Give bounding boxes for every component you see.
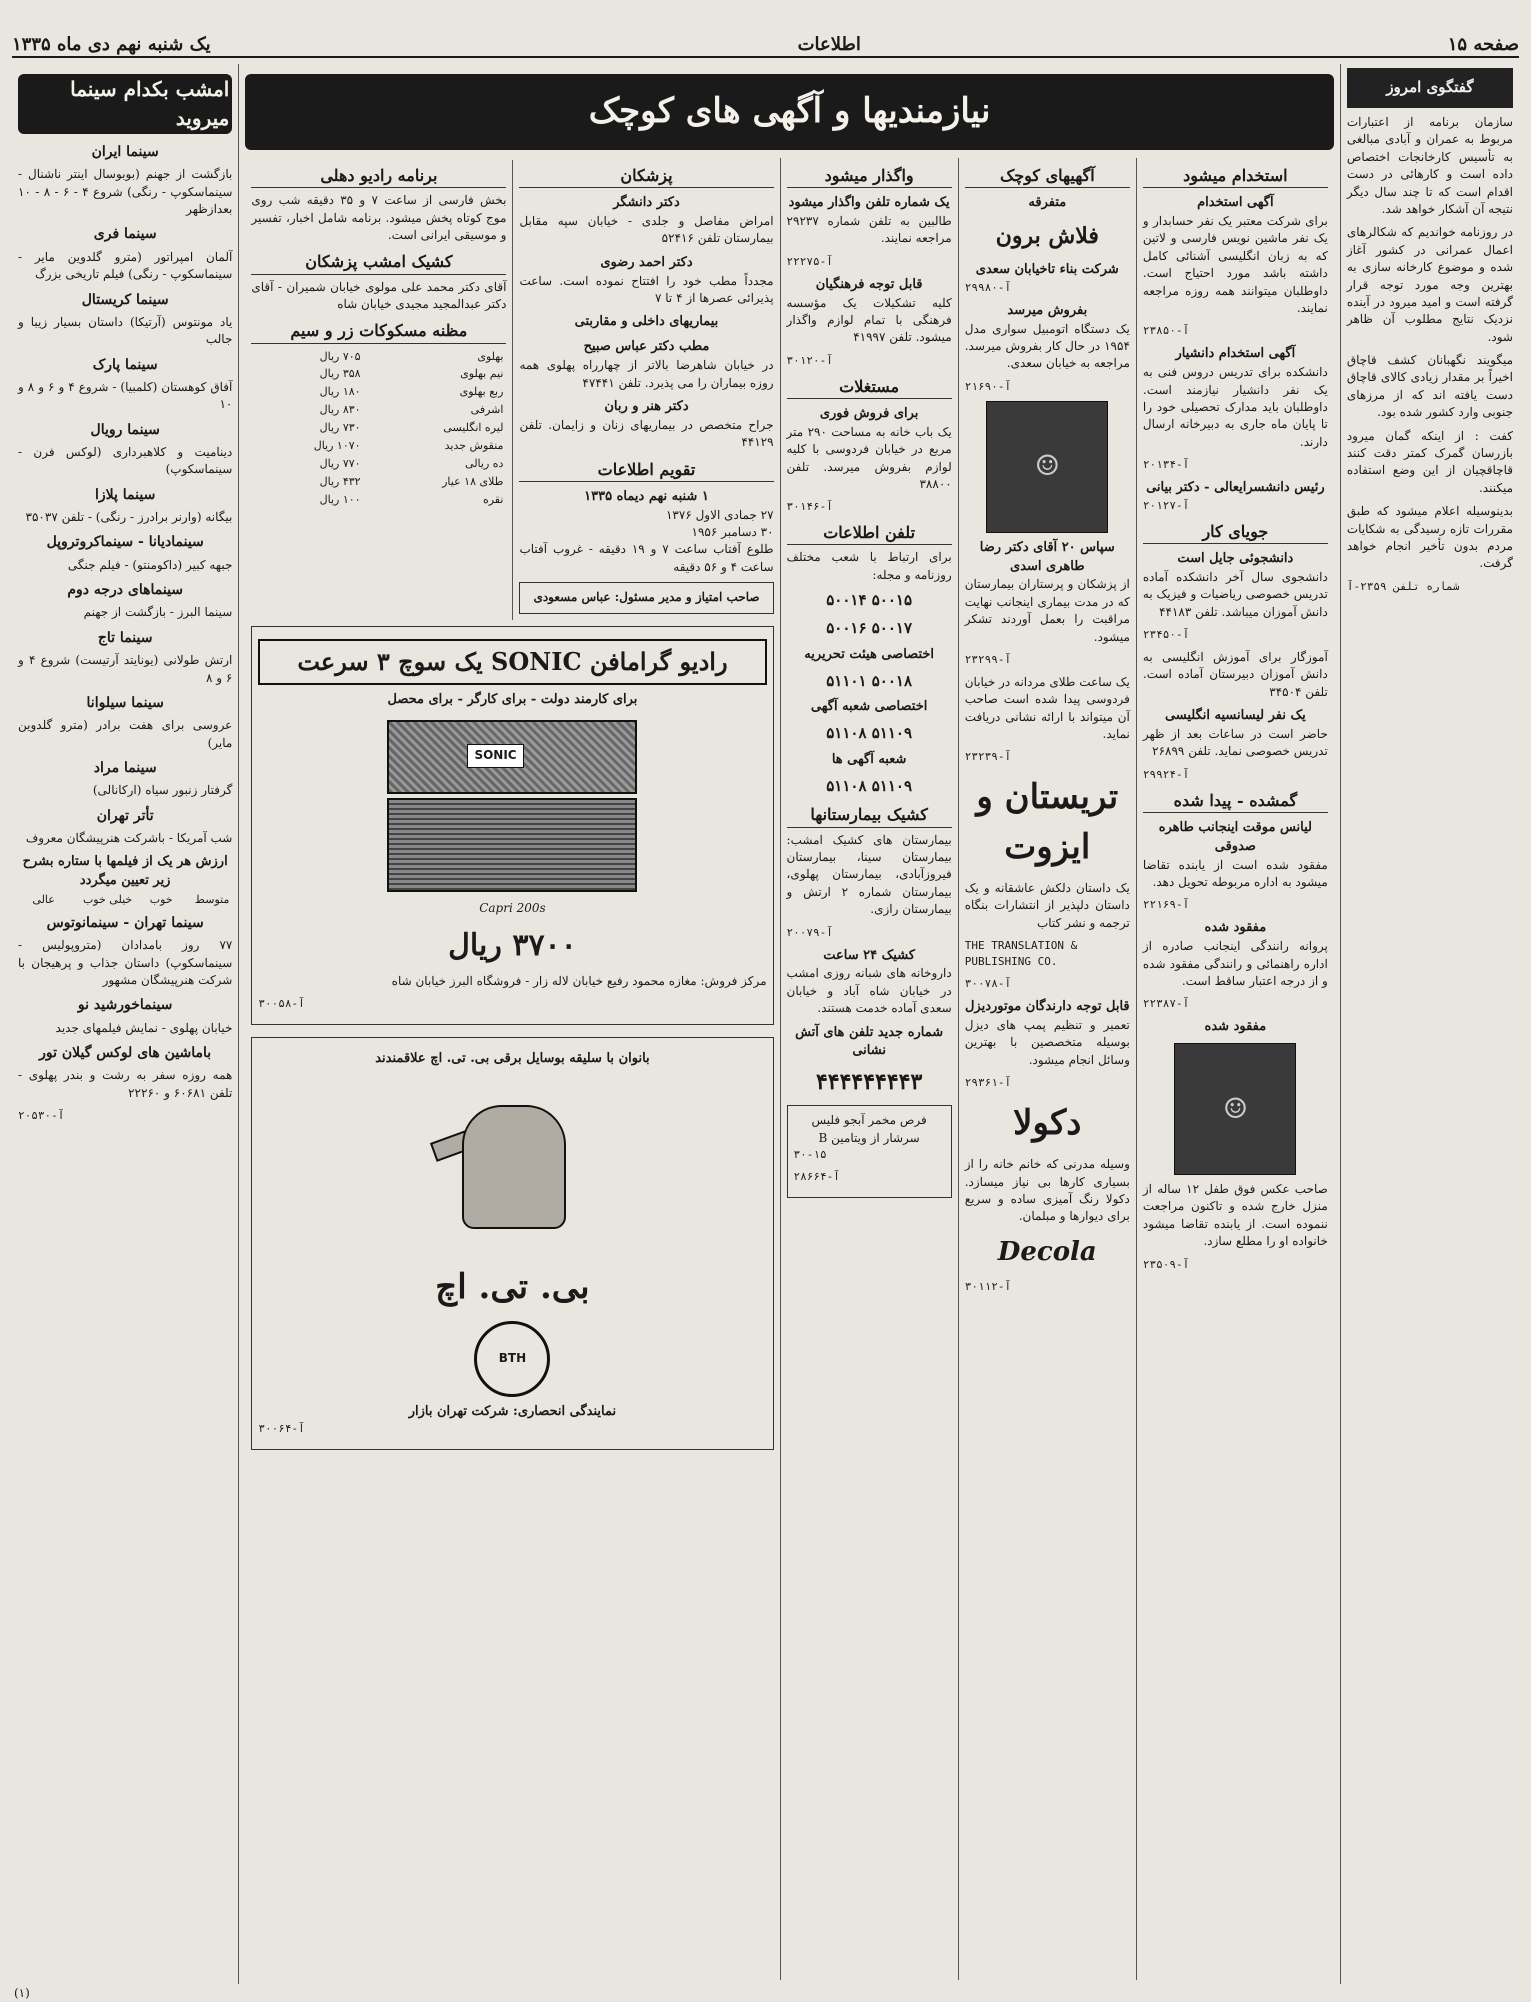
doctor-name: دکتر احمد رضوی (600, 254, 693, 270)
lost-ref: آ-۲۲۱۶۹ (1142, 898, 1190, 912)
editorial-ref: شماره تلفن ۲۳۵۹-آ (1346, 579, 1460, 593)
watch-ref: آ-۲۳۲۳۹ (964, 750, 1012, 764)
phone-heading: تلفن اطلاعات (787, 521, 952, 545)
misc-heading: متفرقه (1028, 195, 1067, 211)
novin-text: ۷۷ روز بامدادان (متروپولیس - سینماسکوپ) داستان جذاب و پرهیجان با شرکت هنرپیشگان مشهور (18, 938, 233, 988)
sonic-tagline: برای کارمند دولت - برای کارگر - برای محصل (387, 692, 638, 708)
doctor-name: دکتر هنر و ربان (604, 398, 689, 414)
exchange-item: منقوش جدید (444, 439, 504, 453)
pharmacy-text: فرص مخمر آبجو فلیس سرشار از ویتامین B (811, 1113, 927, 1145)
seeking-ref: آ-۲۳۴۵۰ (1142, 628, 1190, 642)
cinema-name: سینما فری (93, 226, 157, 243)
decola-text: وسیله مدرنی که خانم خانه را از بسیاری کارها بی نیاز میسازد. دکولا رنگ آمیزی ساده و سریع برای دیوارها و مبلمان. (964, 1157, 1130, 1224)
publisher: صاحب امتیاز و مدیر مسئول: عباس مسعودی (519, 582, 773, 613)
lost-ref: آ-۲۲۳۸۷ (1142, 997, 1190, 1011)
kettle-brand: بی. تی. اچ (435, 1267, 590, 1308)
seeking-heading: جویای کار (1143, 520, 1328, 544)
cinema-name: سینما کریستال (81, 291, 169, 308)
radio-text: بخش فارسی از ساعت ۷ و ۳۵ دقیقه شب روی موج کوتاه پخش میشود. برنامه شامل اخبار، تفسیر و موسیقی ایرانی است. (251, 193, 507, 242)
phone-numbers: ۵۰۰۱۶ ۵۰۰۱۷ (826, 618, 913, 637)
table-row (251, 365, 506, 383)
seeking-title: دانشجوئی جایل است (1177, 551, 1294, 567)
motor-text: تعمیر و تنظیم پمپ های دیزل بوسیله متخصصین با بهترین وسائل انجام میشود. (964, 1017, 1130, 1067)
cinema-text: دینامیت و کلاهبرداری (لوکس فرن - سینماسکوپ) (18, 445, 233, 477)
motor-title: قابل توجه دارندگان موتوردیزل (964, 998, 1130, 1014)
table-row (251, 455, 506, 473)
man-photo-icon: ☺ (986, 401, 1108, 533)
transfer-text: طالبین به تلفن شماره ۲۹۲۳۷ مراجعه نمایند. (786, 214, 952, 246)
employment-ad-title: آگهی استخدام دانشیار (1175, 346, 1296, 362)
newnumber-heading: شماره جدید تلفن های آتش نشانی (795, 1024, 944, 1059)
transfer-ref: آ-۳۰۱۲۰ (786, 353, 833, 367)
cinema-text: شب آمریکا - باشرکت هنرپیشگان معروف (25, 830, 233, 845)
kettle-ref: آ-۳۰۰۶۴ (258, 1422, 305, 1436)
employment-ad-text: دانشکده برای تدریس دروس فنی به یک نفر دانشیار نیازمند است. داوطلبان باید مدارک تحصیلی خود را تا پایان ماه جاری به دبیرخانه ارسال دارند. (1142, 365, 1328, 449)
cinema-text: بازگشت از جهنم (بوبوسال اینتر ناشنال - سینماسکوپ - رنگی) شروع ۴ - ۶ - ۸ - ۱۰ بعدازظهر (18, 167, 233, 217)
paper-name: اطلاعات (797, 33, 861, 55)
page-number: (۱) (14, 1986, 30, 2000)
kettle-note: نمایندگی انحصاری: شرکت تهران بازار (408, 1403, 617, 1419)
ads2-heading: شعبه آگهی ها (831, 751, 907, 767)
table-row (18, 891, 232, 909)
thanks-text: از پزشکان و پرستاران بیمارستان که در مدت بیماری اینجانب نهایت مراقبت را بعمل آوردند تشکر میشود. (964, 577, 1130, 644)
radio-heading: برنامه رادیو دهلی (251, 164, 506, 188)
exchange-price: ۱۰۷۰ ریال (313, 439, 361, 453)
exchange-heading: مظنه مسکوکات زر و سیم (251, 319, 506, 343)
calendar-c2: ۳۰ دسامبر ۱۹۵۶ (691, 524, 774, 539)
employment-column (1136, 158, 1334, 1980)
employment-heading: استخدام میشود (1143, 164, 1328, 188)
editorial-paragraph: سازمان برنامه از اعتبارات مربوط به عمران و آبادی مبالغی به تأسیس کارخانجات اختصاص داده است و کارهائی در دست اقدام است که تا چند سال دیگر نتیجه آن آشکار خواهد شد. (1346, 115, 1513, 216)
cinema-name: سینما پارک (92, 356, 158, 373)
cinema-text: عروسی برای هفت برادر (مترو گلدوین مایر) (18, 718, 233, 750)
exchange-price: ۱۸۰ ریال (319, 385, 361, 399)
cinema-text: گرفتار زنبور سیاه (ارکانالی) (92, 783, 233, 798)
sonic-ad (251, 626, 773, 1026)
pharm-text: آقای دکتر محمد علی مولوی خیابان شمیران - آقای دکتر عبدالمجید مجیدی خیابان شاه (251, 279, 507, 311)
transfer-title: یک شماره تلفن واگذار میشود (788, 195, 950, 211)
lost-text: مفقود شده است از یابنده تقاضا میشود به اداره مربوطه تحویل دهد. (1142, 857, 1328, 889)
page-header (12, 32, 1519, 58)
kettle-icon (432, 1075, 592, 1255)
doctors-radio-area (245, 158, 779, 1980)
employment-ad-ref: آ-۲۰۱۲۷ (1142, 498, 1190, 512)
seeking-text: دانشجوی سال آخر دانشکده آماده تدریس خصوصی ریاضیات و فیزیک به دانش آموزان میباشد. تلفن ۴۴۱۸۳ (1142, 569, 1328, 619)
cinema-text: ارتش طولانی (یونایتد آرتیست) شروع ۴ و ۶ و ۸ (18, 653, 233, 685)
tenants-heading: مستغلات (787, 375, 952, 399)
cinema-name: تأتر تهران (96, 807, 154, 824)
transfer-text: یک باب خانه به مساحت ۲۹۰ متر مربع در خیابان فردوسی با کلیه لوازم بفروش میرسد. تلفن ۳۸۸۰۰ (786, 424, 952, 491)
small-ads-column (958, 158, 1136, 1980)
ads2-numbers: ۵۱۱۰۸ ۵۱۱۰۹ (826, 776, 913, 795)
employment-ad-ref: آ-۲۳۸۵۰ (1142, 324, 1190, 338)
phone-numbers: ۵۰۰۱۴ ۵۰۰۱۵ (826, 591, 913, 610)
exchange-item: ربع بهلوی (459, 385, 504, 399)
cinema-name: سینمادیانا - سینماکروتروپل (46, 534, 204, 551)
cinema-text: آفاق کوهستان (کلمبیا) - شروع ۴ و ۶ و ۸ و ۱۰ (18, 379, 233, 412)
book-ref: آ-۳۰۰۷۸ (964, 976, 1012, 990)
rating-label: خیلی خوب (82, 893, 133, 907)
cinema-name: سینما ایران (91, 144, 159, 160)
exchange-price: ۷۰۵ ریال (319, 349, 361, 363)
seeking-ref: آ-۲۹۹۲۴ (1142, 767, 1190, 781)
exchange-price: ۸۳۰ ریال (319, 403, 361, 417)
doctors-column (512, 160, 773, 620)
office-text: در خیابان شاهرضا بالاتر از چهارراه پهلوی همه روزه بیماران را می پذیرد. تلفن ۴۷۴۴۱ (519, 358, 774, 390)
table-row (251, 491, 506, 509)
calendar-c1: ۲۷ جمادی الاول ۱۳۷۶ (665, 507, 774, 522)
editorial-paragraph: در روزنامه خواندیم که شکالرهای اعمال عمرانی در کشور آغاز شده و موضوع کارخانه سازی به بهترین وجه مورد توجه قرار گرفته است و امید میرود در آینده نزدیک نتایج مطلوب آن ظاهر شود. (1346, 225, 1513, 344)
flash-ref: آ-۲۹۹۸۰ (964, 280, 1012, 294)
lost-title: مفقود شده (1204, 920, 1267, 936)
sonic-model: Capri 200s (479, 901, 546, 916)
lost-title: مفقود شده (1204, 1019, 1267, 1035)
lost-ref: آ-۲۳۵۰۹ (1142, 1257, 1190, 1271)
sonic-ref: آ-۳۰۰۵۸ (258, 997, 305, 1011)
exchange-item: بهلوی (477, 349, 504, 363)
bth-badge: BTH (474, 1321, 550, 1397)
kettle-caption: بانوان با سلیقه بوسایل برقی بی. تی. اچ علاقمندند (375, 1051, 650, 1067)
cinema-name: سینماهای درجه دوم (67, 582, 184, 599)
seeking-text: آموزگار برای آموزش انگلیسی به دانش آموزان دبیرستان آماده است. تلفن ۳۴۵۰۴ (1142, 649, 1328, 699)
novin-heading: سینما تهران - سینمانوتوس (46, 915, 204, 931)
cinema-text: آلمان امپراتور (مترو گلدوین مایر - سینماسکوپ - رنگی) فیلم تاریخی بزرگ (18, 249, 233, 282)
lost-text: صاحب عکس فوق طفل ۱۲ ساله از منزل خارج شده و تاکنون مراجعت ننموده است. از یابنده تقاضا میشود خانواده او را مطلع سازد. (1142, 1182, 1328, 1249)
seeking-title: یک نفر لیسانسیه انگلیسی (1164, 708, 1306, 724)
sonic-price: ۳۷۰۰ ریال (448, 927, 577, 963)
rating-label: متوسط (194, 893, 230, 907)
exchange-item: ده ریالی (465, 457, 504, 471)
doctor-specialty: بیماریهای داخلی و مقاربتی (574, 314, 719, 330)
decola-latin: Decola (997, 1236, 1097, 1267)
doctor-name: دکتر دانشگر (613, 195, 680, 211)
mehr-heading: سینماخورشید نو (77, 997, 173, 1014)
pharmacy-ref: آ-۲۸۶۶۴ (793, 1169, 840, 1183)
child-photo-icon: ☺ (1174, 1043, 1296, 1175)
cinema-text: یاد مونتوس (آرتیکا) داستان بسیار زیبا و جالب (18, 314, 233, 347)
transfer-heading: واگذار میشود (787, 164, 952, 188)
editorial-paragraph: میگویند نگهبانان کشف قاچاق اخیراً بر مقدار زیادی کالای قاچاق دست یافته اند که از مرزهای جنوبی وارد کشور شده بود. (1346, 353, 1513, 420)
sale-text: یک دستگاه اتومبیل سواری مدل ۱۹۵۴ در حال کار بفروش میرسد. مراجعه به خیابان سعدی. (964, 321, 1130, 371)
issue-date: یک شنبه نهم دی ماه ۱۳۳۵ (12, 33, 211, 55)
newnumber: ۴۴۴۴۴۴۴۴۳ (815, 1069, 923, 1096)
thanks-ref: آ-۲۳۲۹۹ (964, 652, 1012, 666)
book-title: تریستان و ایزوت (976, 777, 1119, 867)
exchange-price: ۱۰۰ ریال (319, 493, 361, 507)
sonic-note: مرکز فروش: مغازه محمود رفیع خیابان لاله زار - فروشگاه البرز خیابان شاه (391, 974, 767, 989)
hospitals-ref: آ-۲۰۰۷۹ (786, 925, 833, 939)
rating-label: خوب (149, 893, 173, 907)
lost-text: پروانه رانندگی اینجانب صادره از اداره راهنمائی و رانندگی مفقود شده و از درجه اعتبار ساقط است. (1142, 939, 1328, 988)
cinema-name: سینما تاج (97, 629, 153, 646)
table-row (251, 473, 506, 491)
ads-numbers: ۵۱۱۰۸ ۵۱۱۰۹ (826, 724, 913, 743)
sonic-brand: SONIC (467, 744, 523, 767)
classifieds-area (238, 64, 1339, 1984)
tour-ref: آ-۲۰۵۳۰ (18, 1109, 65, 1123)
flash-title: فلاش برون (995, 223, 1099, 250)
cinema-name: سینما پلازا (95, 486, 156, 503)
exchange-price: ۳۵۸ ریال (319, 367, 361, 381)
employment-ad-title: رئیس دانشسرایعالی - دکتر بیانی (1146, 480, 1325, 496)
exchange-price: ۴۳۲ ریال (319, 475, 361, 489)
cinema-name: سینما سیلوانا (86, 694, 164, 711)
transfer-ref: آ-۲۲۲۷۵ (786, 254, 833, 268)
mehr-text: خیابان پهلوی - نمایش فیلمهای جدید (55, 1020, 233, 1035)
office-heading: مطب دکتر عباس صبیح (583, 339, 710, 355)
pharm-heading: کشیک امشب پزشکان (251, 250, 506, 274)
table-row (251, 401, 506, 419)
classifieds-row (245, 158, 1333, 1980)
editorial-logo: گفتگوی امروز (1347, 68, 1513, 108)
transfer-title: قابل توجه فرهنگیان (815, 276, 923, 292)
sale-ref: آ-۲۱۶۹۰ (964, 379, 1012, 393)
pharmacy-ad (787, 1105, 952, 1198)
pharmacy-number: ۳۰-۱۵ (793, 1147, 827, 1161)
seeking-text: حاضر است در ساعات بعد از ظهر تدریس خصوصی نماید. تلفن ۲۶۸۹۹ (1142, 726, 1328, 759)
exchange-price: ۷۳۰ ریال (319, 421, 361, 435)
shift-heading: کشیک ۲۴ ساعت (823, 947, 915, 963)
sonic-title: رادیو گرامافن SONIC یک سوچ ۳ سرعت (258, 639, 766, 686)
cinema-name: سینما مراد (93, 760, 157, 776)
cinema-text: سینما البرز - بازگشت از جهنم (83, 605, 233, 620)
book-english: THE TRANSLATION & PUBLISHING CO. (964, 939, 1078, 969)
employment-ad-title: آگهی استخدام (1197, 195, 1274, 211)
flash-company: شرکت بناء تاخیابان سعدی (975, 261, 1119, 277)
ads-heading: اختصاصی شعبه آگهی (810, 699, 928, 715)
editor-numbers: ۵۱۱۰۱ ۵۰۰۱۸ (826, 671, 913, 690)
transfer-ref: آ-۳۰۱۴۶ (786, 500, 833, 514)
calendar-date: ۱ شنبه نهم دیماه ۱۳۳۵ (584, 488, 709, 504)
editorial-paragraph: بدینوسیله اعلام میشود که طبق مقررات تازه رسیدگی به شکایات مردم بدون تأخیر انجام خواهد گرفت. (1346, 504, 1513, 571)
watch-text: یک ساعت طلای مردانه در خیابان فردوسی پیدا شده است صاحب آن میتواند با ارائه نشانی دریافت نماید. (964, 674, 1130, 742)
employment-ad-text: برای شرکت معتبر یک نفر حسابدار و یک نفر ماشین نویس فارسی و لاتین که به زبان انگلیسی آشنائی کامل داشته باشد مورد احتیاج است. داوطلبان میتوانند همه روزه مراجعه نمایند. (1142, 214, 1328, 315)
exchange-item: اشرفی (470, 403, 504, 417)
radio-column (251, 160, 512, 620)
kettle-ad (251, 1037, 773, 1450)
tour-text: همه روزه سفر به رشت و بندر پهلوی - تلفن ۶۰۶۸۱ و ۲۲۲۶۰ (18, 1068, 233, 1100)
transfer-column (780, 158, 958, 1980)
table-row (251, 348, 506, 366)
sale-title: بفروش میرسد (1007, 302, 1088, 318)
table-row (251, 383, 506, 401)
transfer-text: کلیه تشکیلات یک مؤسسه فرهنگی با تمام لوازم واگذار میشود. تلفن ۴۱۹۹۷ (786, 295, 952, 345)
hospitals-heading: کشیک بیمارستانها (787, 803, 952, 827)
table-row (251, 419, 506, 437)
phone-text: برای ارتباط با شعب مختلف روزنامه و مجله: (786, 550, 952, 582)
cinema-name: سینما رویال (90, 421, 160, 438)
exchange-item: نیم بهلوی (460, 367, 504, 381)
motor-ref: آ-۲۹۳۶۱ (964, 1075, 1012, 1089)
exchange-item: نقره (482, 493, 504, 507)
thanks-title: سپاس ۲۰ آقای دکتر رضا طاهری اسدی (979, 539, 1115, 574)
calendar-text: طلوع آفتاب ساعت ۷ و ۱۹ دقیقه - غروب آفتاب ساعت ۴ و ۵۶ دقیقه (519, 542, 774, 574)
doctors-heading: پزشکان (519, 164, 773, 188)
rating-label: عالی (32, 893, 55, 907)
decola-title: دکولا (1013, 1102, 1082, 1143)
rating-table (18, 891, 232, 909)
tour-heading: باماشین های لوکس گیلان تور (39, 1045, 212, 1062)
classifieds-banner: نیازمندیها و آگهی های کوچک (245, 74, 1333, 150)
editorial-column (1340, 64, 1519, 1984)
small-ads-heading: آگهیهای کوچک (965, 164, 1130, 188)
cinema-list (18, 142, 232, 847)
doctor-text: امراض مفاصل و جلدی - خیابان سپه مقابل بیمارستان تلفن ۵۲۴۱۶ (519, 214, 774, 246)
doctors-radio-row (251, 160, 773, 620)
cinema-column (12, 64, 238, 1984)
table-row (251, 437, 506, 455)
decola-ref: آ-۳۰۱۱۲ (964, 1280, 1012, 1294)
record-player-icon (387, 720, 637, 890)
rating-heading: ارزش هر یک از فیلمها با ستاره بشرح زیر تعیین میگردد (22, 854, 228, 889)
transfer-title: برای فروش فوری (819, 405, 919, 421)
editorial-paragraph: کفت : از اینکه گمان میرود بازرسان گمرک کمتر دقت کنند قاچاقچیان از این وضع استفاده میکنند. (1346, 428, 1513, 495)
columns-grid (12, 64, 1519, 1984)
doctor-text: جراح متخصص در بیماریهای زنان و زایمان. تلفن ۴۴۱۲۹ (519, 417, 774, 450)
exchange-item: لیره انگلیسی (443, 421, 504, 435)
hospitals-text: بیمارستان های کشیک امشب: بیمارستان سینا، بیمارستان فیروزآبادی، بیمارستان پهلوی، بیمارستان شماره ۲ ارتش و بیمارستان رازی. (786, 832, 952, 917)
page-label: صفحه ۱۵ (1447, 33, 1519, 55)
lost-title: لیانس موقت اینجانب طاهره صدوقی (1158, 819, 1313, 854)
lost-heading: گمشده - پیدا شده (1143, 789, 1328, 813)
calendar-heading: تقویم اطلاعات (519, 458, 773, 482)
exchange-item: طلای ۱۸ عیار (442, 475, 504, 489)
editor-heading: اختصاصی هیئت تحریریه (804, 646, 935, 662)
cinema-banner: امشب بکدام سینما میروید (18, 74, 232, 134)
cinema-text: بیگانه (وارنر برادرز - رنگی) - تلفن ۳۵۰۳۷ (25, 510, 233, 525)
book-text: یک داستان دلکش عاشقانه و یک داستان دلپذیر از انتشارات بنگاه ترجمه و نشر کتاب (964, 880, 1130, 930)
doctor-text: مجدداً مطب خود را افتتاح نموده است. ساعت پذیرائی عصرها از ۴ تا ۷ (519, 273, 774, 306)
employment-ad-ref: آ-۲۰۱۳۴ (1142, 458, 1190, 472)
exchange-table (251, 348, 506, 509)
cinema-text: جبهه کبیر (داکومنتو) - فیلم جنگی (67, 557, 233, 572)
exchange-price: ۷۷۰ ریال (319, 457, 361, 471)
shift-text: داروخانه های شبانه روزی امشب در خیابان شاه آباد و خیابان سعدی آماده خدمت هستند. (786, 966, 952, 1016)
